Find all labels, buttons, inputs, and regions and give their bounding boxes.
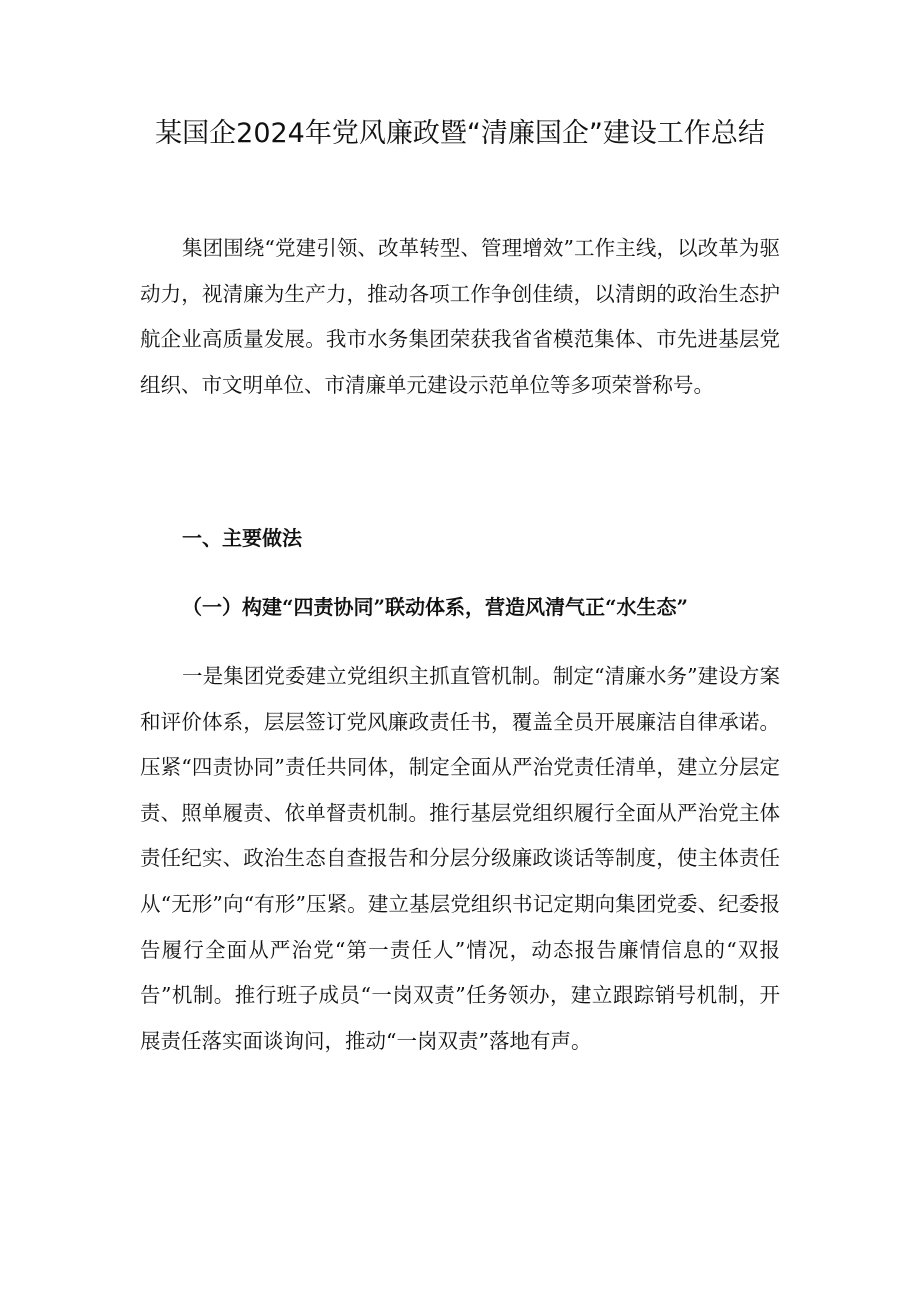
document-title: 某国企2024年党风廉政暨“清廉国企”建设工作总结	[155, 118, 765, 149]
intro-paragraph: 集团围绕“党建引领、改革转型、管理增效”工作主线，以改革为驱动力，视清廉为生产力，推动各项工作争创佳绩，以清朗的政治生态护航企业高质量发展。我市水务集团荣获我省省模范集体、市先进基层党组织、市文明单位、市清廉单元建设示范单位等多项荣誉称号。	[140, 236, 780, 397]
section-heading: 一、主要做法	[182, 526, 302, 550]
subsection-heading: （一）构建“四责协同”联动体系，营造风清气正“水生态”	[182, 595, 689, 619]
body-paragraph: 一是集团党委建立党组织主抓直管机制。制定“清廉水务”建设方案和评价体系，层层签订党风廉政责任书，覆盖全员开展廉洁自律承诺。压紧“四责协同”责任共同体，制定全面从严治党责任清单，建立分层定责、照单履责、依单督责机制。推行基层党组织履行全面从严治党主体责任纪实、政治生态自查报告和分层分级廉政谈话等制度，使主体责任从“无形”向“有形”压紧。建立基层党组织书记定期向集团党委、纪委报告履行全面从严治党“第一责任人”情况，动态报告廉情信息的“双报告”机制。推行班子成员“一岗双责”任务领办，建立跟踪销号机制，开展责任落实面谈询问，推动“一岗双责”落地有声。	[140, 664, 780, 1053]
